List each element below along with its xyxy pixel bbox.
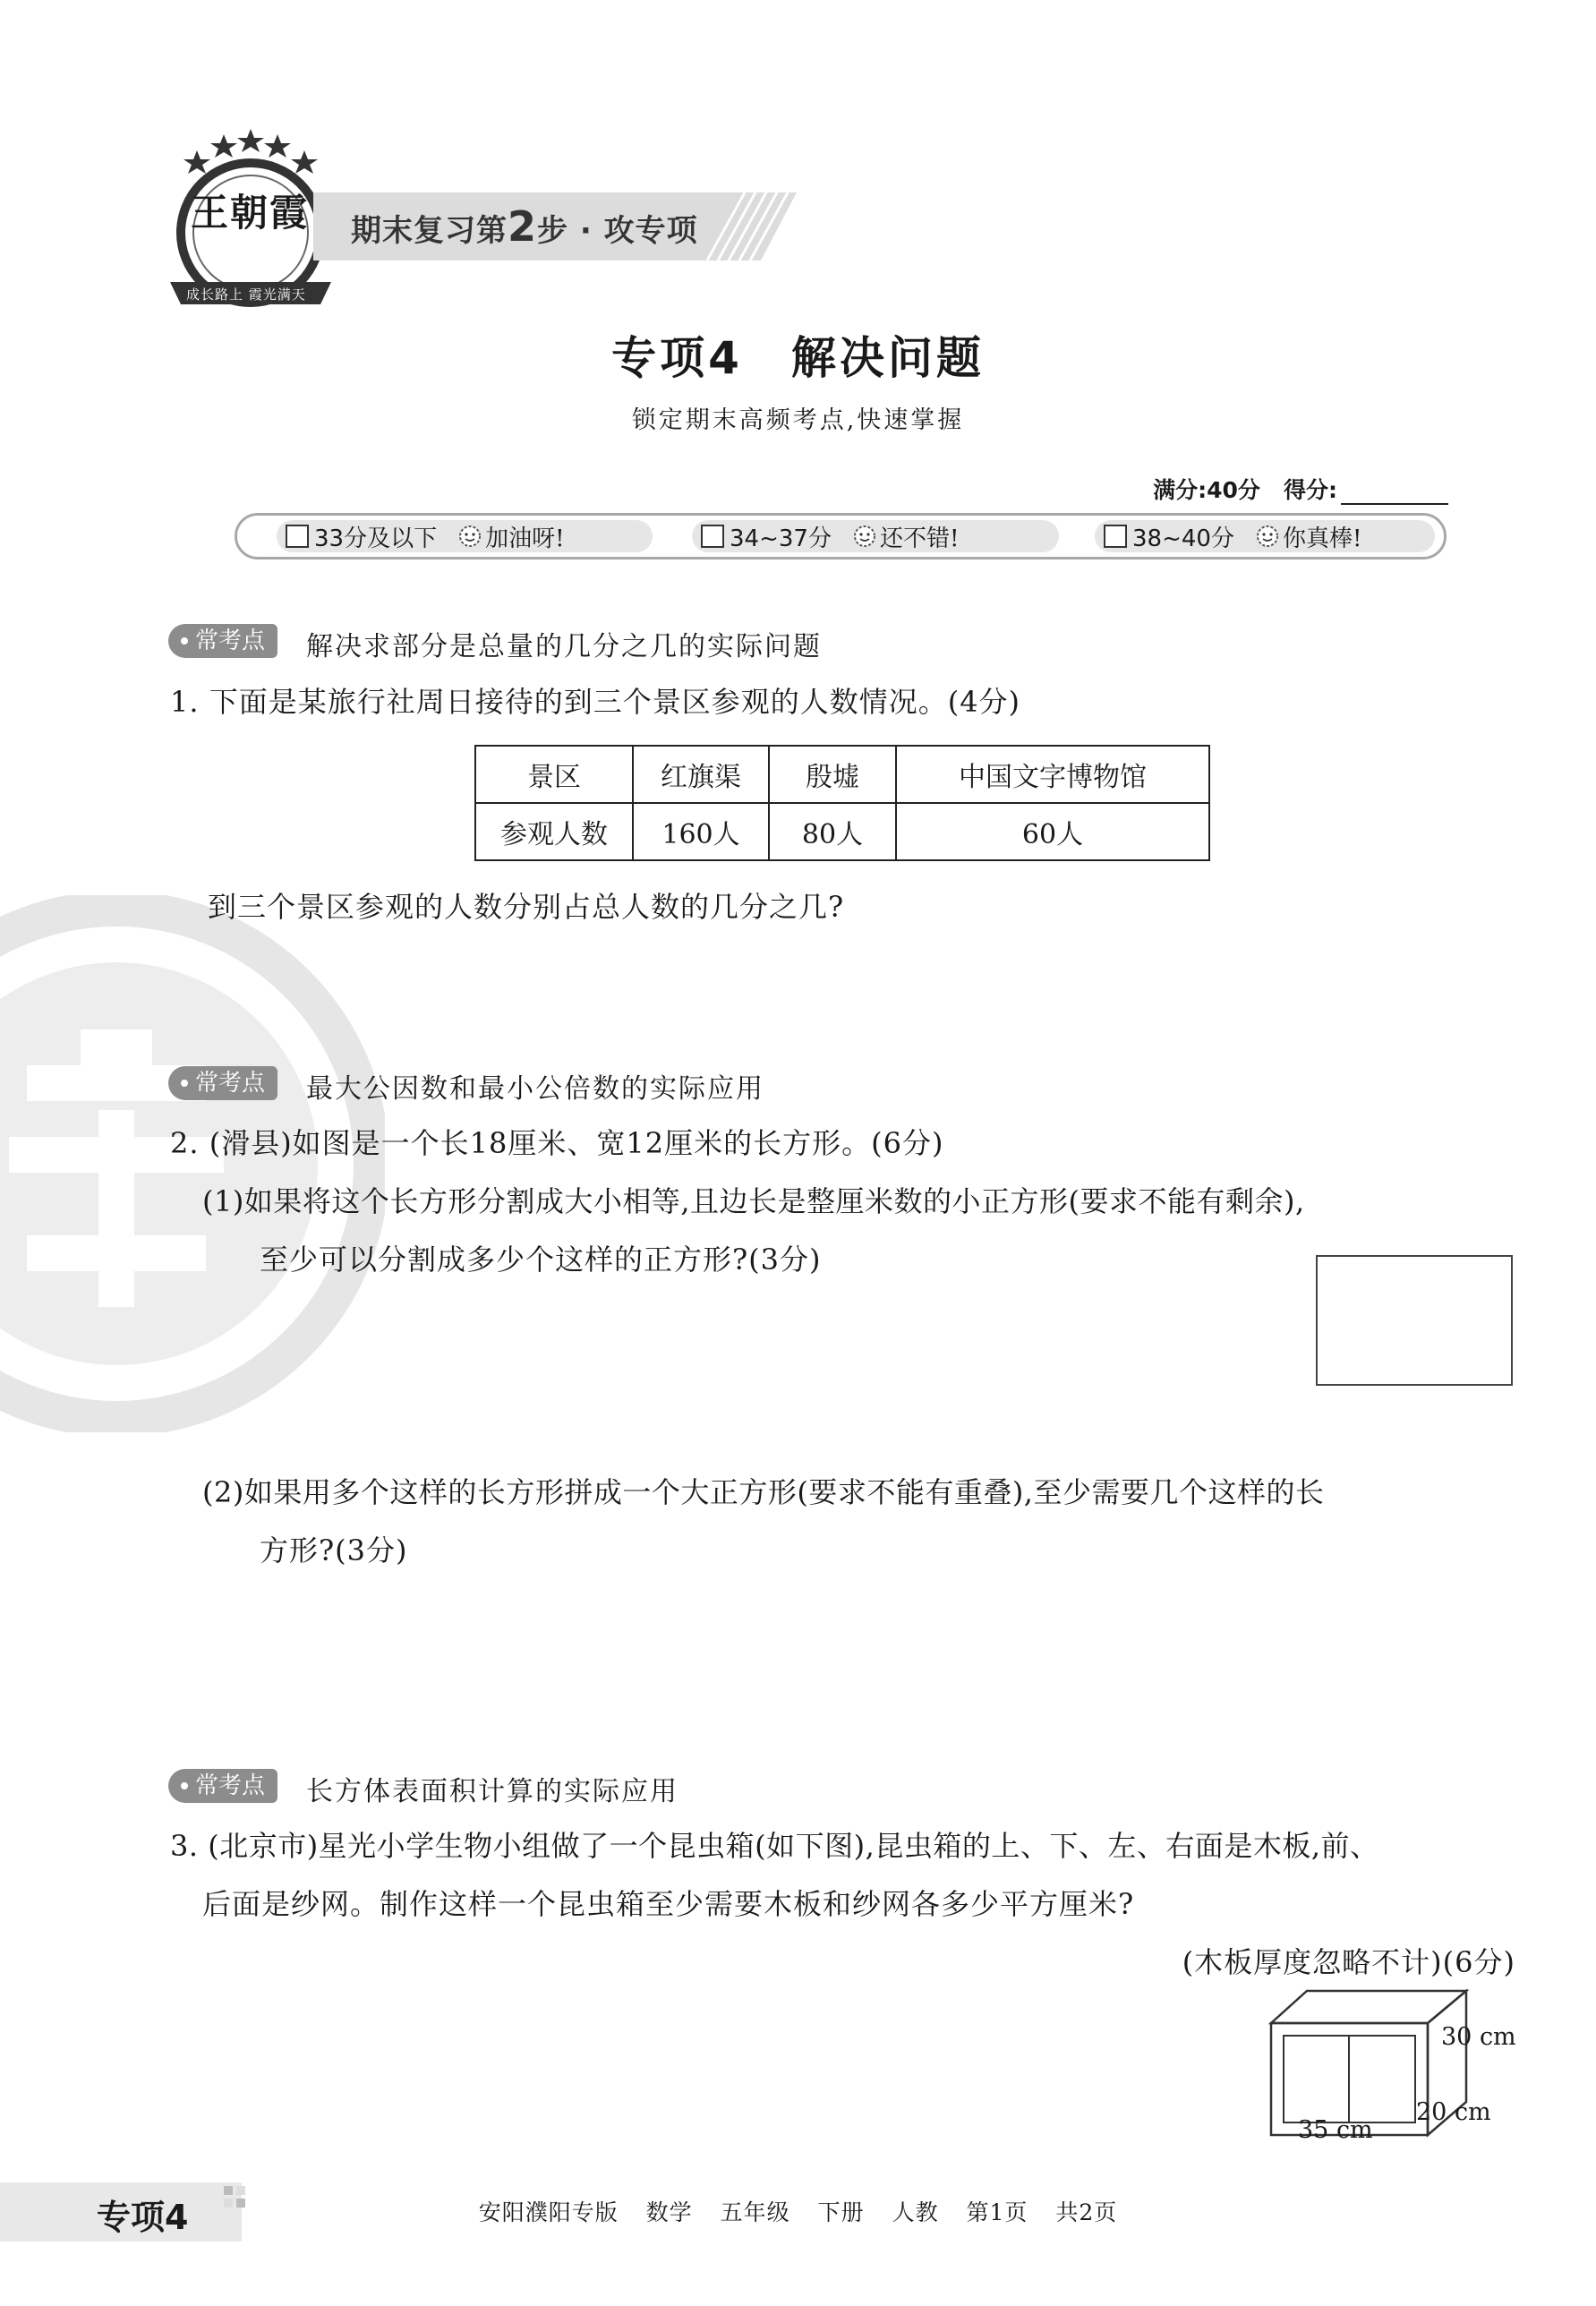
question-3: 3. (北京市)星光小学生物小组做了一个昆虫箱(如下图),昆虫箱的上、下、左、右面是木板,前、 [170, 1829, 1379, 1863]
table-header-cell: 景区 [475, 746, 633, 803]
banner-suffix: 步 · 攻专项 [537, 213, 698, 249]
section-tag: 常考点 [168, 624, 277, 658]
banner-prefix: 期末复习第 [351, 213, 508, 249]
smiley-face-icon [1256, 525, 1279, 548]
section-tag: 常考点 [168, 1066, 277, 1100]
page-subtitle: 锁定期末高频考点,快速掌握 [631, 406, 965, 434]
rating-item-low [277, 520, 653, 552]
question-2-part-1: (1)如果将这个长方形分割成大小相等,且边长是整厘米数的小正方形(要求不能有剩余), [202, 1184, 1305, 1218]
dimension-depth: 20 cm [1416, 2098, 1491, 2126]
rating-checkbox-low[interactable] [286, 525, 309, 548]
visitor-table [474, 745, 1210, 861]
got-score-label: 得分: [1284, 477, 1337, 503]
section-title: 长方体表面积计算的实际应用 [306, 1776, 679, 1807]
score-line [1153, 473, 1448, 505]
footer-grade: 五年级 [720, 2199, 790, 2225]
rectangle-figure [1316, 1255, 1513, 1386]
question-2-part-2-cont: 方形?(3分) [260, 1533, 408, 1567]
table-row [475, 746, 1209, 803]
watermark-seal-icon [0, 895, 385, 1432]
section-tag: 常考点 [168, 1769, 277, 1803]
rating-item-mid [692, 520, 1059, 552]
question-3-note: (木板厚度忽略不计)(6分) [1182, 1945, 1515, 1979]
footer-total: 共2页 [1055, 2199, 1118, 2225]
rating-bar [235, 513, 1447, 559]
table-cell: 参观人数 [475, 803, 633, 860]
score-blank-field[interactable] [1341, 480, 1448, 505]
section-title: 解决求部分是总量的几分之几的实际问题 [306, 631, 822, 662]
table-cell: 60人 [896, 803, 1209, 860]
page-title: 专项4 解决问题 [611, 332, 985, 384]
rating-comment: 还不错! [879, 525, 960, 552]
logo-motto: 成长路上 霞光满天 [186, 286, 306, 303]
footer-label: 专项4 [97, 2198, 189, 2237]
section-title: 最大公因数和最小公倍数的实际应用 [306, 1073, 764, 1105]
question-1: 1. 下面是某旅行社周日接待的到三个景区参观的人数情况。(4分) [170, 685, 1021, 719]
question-3-cont: 后面是纱网。制作这样一个昆虫箱至少需要木板和纱网各多少平方厘米? [202, 1887, 1135, 1921]
question-2: 2. (滑县)如图是一个长18厘米、宽12厘米的长方形。(6分) [170, 1126, 944, 1160]
footer-page: 第1页 [966, 2199, 1028, 2225]
rating-item-high [1095, 520, 1435, 552]
footer-info [0, 2195, 1596, 2227]
footer-publisher: 人教 [892, 2199, 939, 2225]
rating-range: 38~40分 [1132, 525, 1234, 552]
table-cell: 160人 [633, 803, 769, 860]
smiley-face-icon [853, 525, 876, 548]
rating-range: 33分及以下 [314, 525, 438, 552]
rating-checkbox-mid[interactable] [701, 525, 724, 548]
rating-range: 34~37分 [730, 525, 832, 552]
table-header-cell: 殷墟 [769, 746, 896, 803]
table-cell: 80人 [769, 803, 896, 860]
table-header-cell: 红旗渠 [633, 746, 769, 803]
smiley-face-icon [458, 525, 482, 548]
question-1-followup: 到三个景区参观的人数分别占总人数的几分之几? [208, 890, 845, 924]
table-row [475, 803, 1209, 860]
banner-number: 2 [508, 202, 538, 251]
full-score: 满分:40分 [1153, 477, 1260, 503]
question-2-part-1-cont: 至少可以分割成多少个这样的正方形?(3分) [260, 1243, 822, 1277]
dimension-length: 35 cm [1298, 2116, 1373, 2144]
dimension-height: 30 cm [1441, 2023, 1516, 2051]
rating-comment: 你真棒! [1282, 525, 1362, 552]
footer-edition: 安阳濮阳专版 [478, 2199, 619, 2225]
table-header-cell: 中国文字博物馆 [896, 746, 1209, 803]
footer-subject: 数学 [645, 2199, 693, 2225]
footer-volume: 下册 [817, 2199, 865, 2225]
rating-checkbox-high[interactable] [1104, 525, 1127, 548]
logo-name: 王朝霞 [191, 191, 310, 235]
rating-comment: 加油呀! [485, 525, 565, 552]
question-2-part-2: (2)如果用多个这样的长方形拼成一个大正方形(要求不能有重叠),至少需要几个这样的长 [202, 1475, 1325, 1509]
banner-text [351, 202, 698, 251]
